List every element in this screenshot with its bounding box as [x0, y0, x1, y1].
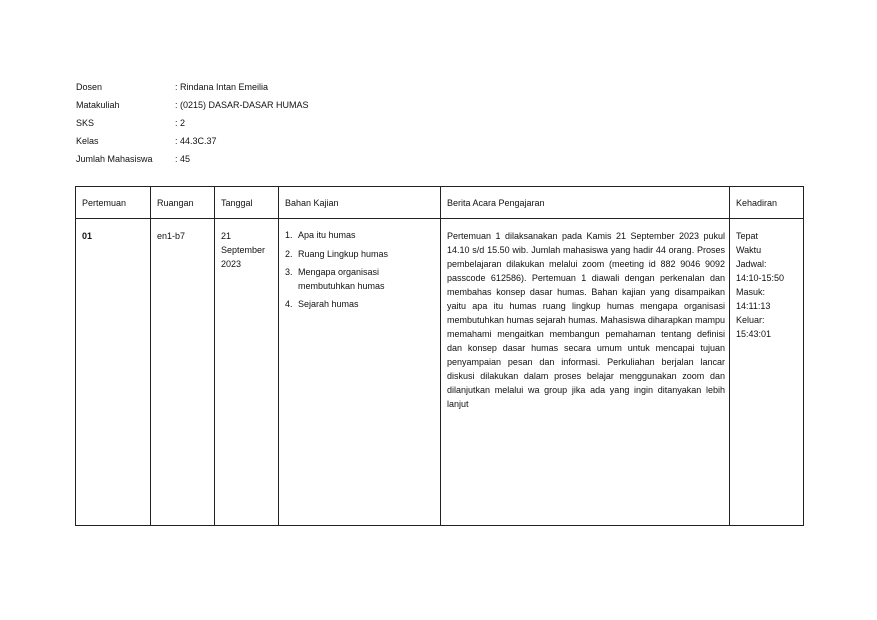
- info-label: SKS: [76, 118, 95, 128]
- kehadiran-line: 15:43:01: [736, 329, 772, 339]
- list-item: [285, 229, 434, 243]
- course-info: [76, 78, 309, 168]
- info-row-jumlah-mahasiswa: [76, 150, 309, 168]
- list-item: [285, 266, 434, 293]
- kehadiran-line: Tepat: [736, 231, 759, 241]
- info-value: : (0215) DASAR-DASAR HUMAS: [175, 100, 309, 110]
- cell-tanggal: 21 September 2023: [215, 219, 279, 526]
- kehadiran-line: Masuk:: [736, 287, 766, 297]
- info-row-sks: [76, 114, 309, 132]
- info-label: Jumlah Mahasiswa: [76, 154, 153, 164]
- info-value: : Rindana Intan Emeilia: [175, 82, 269, 92]
- cell-kehadiran: [730, 219, 804, 526]
- table-row: [76, 219, 804, 526]
- info-row-kelas: [76, 132, 309, 150]
- list-item-text: Sejarah humas: [298, 299, 359, 309]
- column-header-berita-acara: Berita Acara Pengajaran: [441, 187, 730, 219]
- list-item-number: 2.: [285, 248, 293, 259]
- cell-ruangan: en1-b7: [151, 219, 215, 526]
- column-header-tanggal: Tanggal: [215, 187, 279, 219]
- column-header-bahan-kajian: Bahan Kajian: [279, 187, 441, 219]
- info-row-matakuliah: [76, 96, 309, 114]
- kehadiran-line: 14:10-15:50: [736, 273, 785, 283]
- list-item: [285, 298, 434, 312]
- info-label: Dosen: [76, 82, 103, 92]
- kehadiran-line: Waktu: [736, 245, 762, 255]
- column-header-ruangan: Ruangan: [151, 187, 215, 219]
- cell-berita-acara: Pertemuan 1 dilaksanakan pada Kamis 21 September 2023 pukul 14.10 s/d 15.50 wib. Jumlah mahasiswa yang hadir 44 orang. Proses pembelajaran dilakukan melalui zoom (meeting id 882 9046 9092 passcode 612586). Pertemuan 1 diawali dengan perkenalan dan membahas konsep dasar humas. Bahan kajian yang disampaikan yaitu apa itu humas ruang lingkup humas mengapa organisasi membutuhkan humas sejarah humas. Mahasiswa diharapkan mampu memahami mengaitkan membangun pemahaman tentang definisi dan konsep dasar humas secara umum untuk mencapai tujuan penyampaian pesan dan informasi. Perkuliahan berjalan lancar diskusi dilakukan dalam proses belajar menggunakan zoom dan dilanjutkan melalui wa group jika ada yang ingin ditanyakan lebih lanjut: [441, 219, 730, 526]
- list-item: [285, 248, 434, 262]
- table-header-row: [76, 187, 804, 219]
- kehadiran-line: Keluar:: [736, 315, 765, 325]
- kehadiran-line: 14:11:13: [736, 301, 771, 311]
- list-item-number: 1.: [285, 230, 293, 240]
- column-header-kehadiran: Kehadiran: [730, 187, 804, 219]
- list-item-number: 3.: [285, 267, 293, 277]
- info-label: Kelas: [76, 136, 99, 146]
- cell-pertemuan: 01: [76, 219, 151, 526]
- list-item-text: Mengapa organisasi membutuhkan humas: [298, 267, 385, 291]
- kehadiran-line: Jadwal:: [736, 259, 767, 269]
- list-item-number: 4.: [285, 299, 293, 309]
- list-item-text: Ruang Lingkup humas: [298, 248, 389, 259]
- cell-bahan-kajian: [279, 219, 441, 526]
- info-row-dosen: [76, 78, 309, 96]
- teaching-report-table: [75, 186, 804, 526]
- column-header-pertemuan: Pertemuan: [76, 187, 151, 219]
- list-item-text: Apa itu humas: [298, 230, 356, 240]
- info-value: : 45: [175, 154, 191, 164]
- info-value: : 2: [175, 118, 186, 128]
- info-label: Matakuliah: [76, 100, 120, 110]
- bahan-kajian-list: [285, 229, 434, 312]
- info-value: : 44.3C.37: [175, 136, 217, 146]
